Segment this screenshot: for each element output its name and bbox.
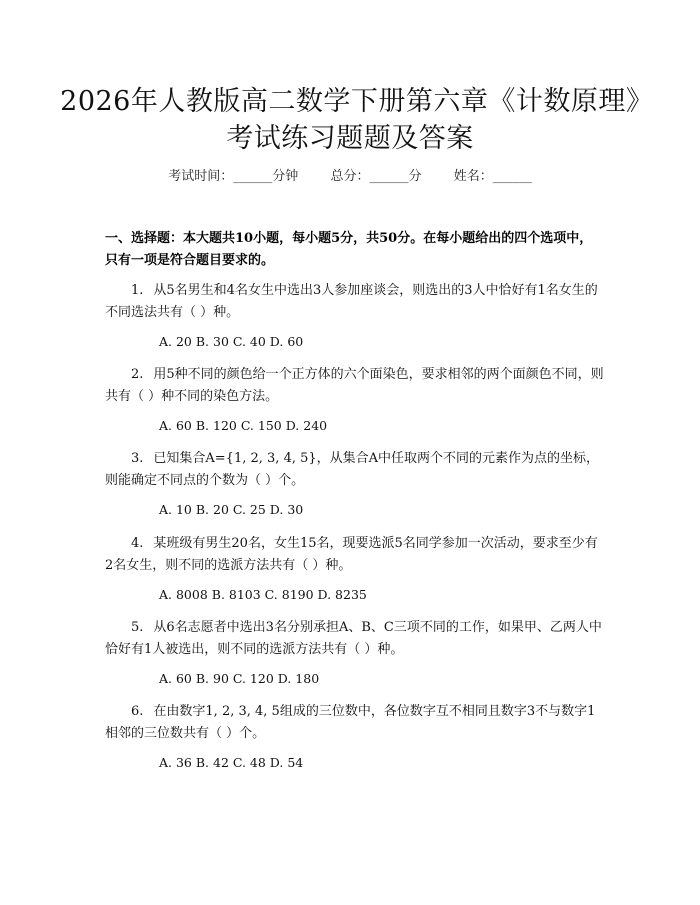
question-number: 6. [131,704,144,719]
question-number: 3. [131,451,144,466]
exam-time-label: 考试时间：______分钟 [168,169,299,184]
question-text: 某班级有男生20名，女生15名，现要选派5名同学参加一次活动，要求至少有2名女生，则不同的选派方法共有（ ）种。 [105,536,598,573]
question-1-options: A. 20 B. 30 C. 40 D. 60 [159,334,304,349]
question-text: 在由数字1, 2, 3, 4, 5组成的三位数中，各位数字互不相同且数字3不与数字1相邻的三位数共有（ ）个。 [105,704,596,741]
question-number: 1. [131,283,144,298]
question-4 [105,533,605,577]
question-3-options: A. 10 B. 20 C. 25 D. 30 [159,502,304,517]
question-number: 5. [131,620,144,635]
question-6 [105,701,605,745]
exam-meta-line [0,167,700,187]
question-text: 用5种不同的颜色给一个正方体的六个面染色，要求相邻的两个面颜色不同，则共有（ ）种不同的染色方法。 [105,367,604,404]
question-5 [105,617,605,661]
section-heading: 一、选择题：本大题共10小题，每小题5分，共50分。在每小题给出的四个选项中，只有一项是符合题目要求的。 [105,231,593,268]
question-3 [105,448,605,492]
question-text: 已知集合A={1, 2, 3, 4, 5}，从集合A中任取两个不同的元素作为点的坐标，则能确定不同点的个数为（ ）个。 [105,451,600,488]
question-6-options: A. 36 B. 42 C. 48 D. 54 [159,755,304,770]
name-label: 姓名：______ [453,169,532,184]
question-2-options: A. 60 B. 120 C. 150 D. 240 [159,418,328,433]
question-1 [105,280,605,324]
question-number: 4. [131,536,144,551]
question-4-options: A. 8008 B. 8103 C. 8190 D. 8235 [159,587,367,602]
question-5-options: A. 60 B. 90 C. 120 D. 180 [159,671,320,686]
question-text: 从5名男生和4名女生中选出3人参加座谈会，则选出的3人中恰好有1名女生的不同选法共有（ ）种。 [105,283,598,320]
document-title: 2026年人教版高二数学下册第六章《计数原理》考试练习题题及答案 [60,86,640,154]
question-number: 2. [131,367,144,382]
question-2 [105,364,605,408]
question-text: 从6名志愿者中选出3名分别承担A、B、C三项不同的工作，如果甲、乙两人中恰好有1人被选出，则不同的选派方法共有（ ）种。 [105,620,602,657]
total-score-label: 总分：______分 [330,169,422,184]
